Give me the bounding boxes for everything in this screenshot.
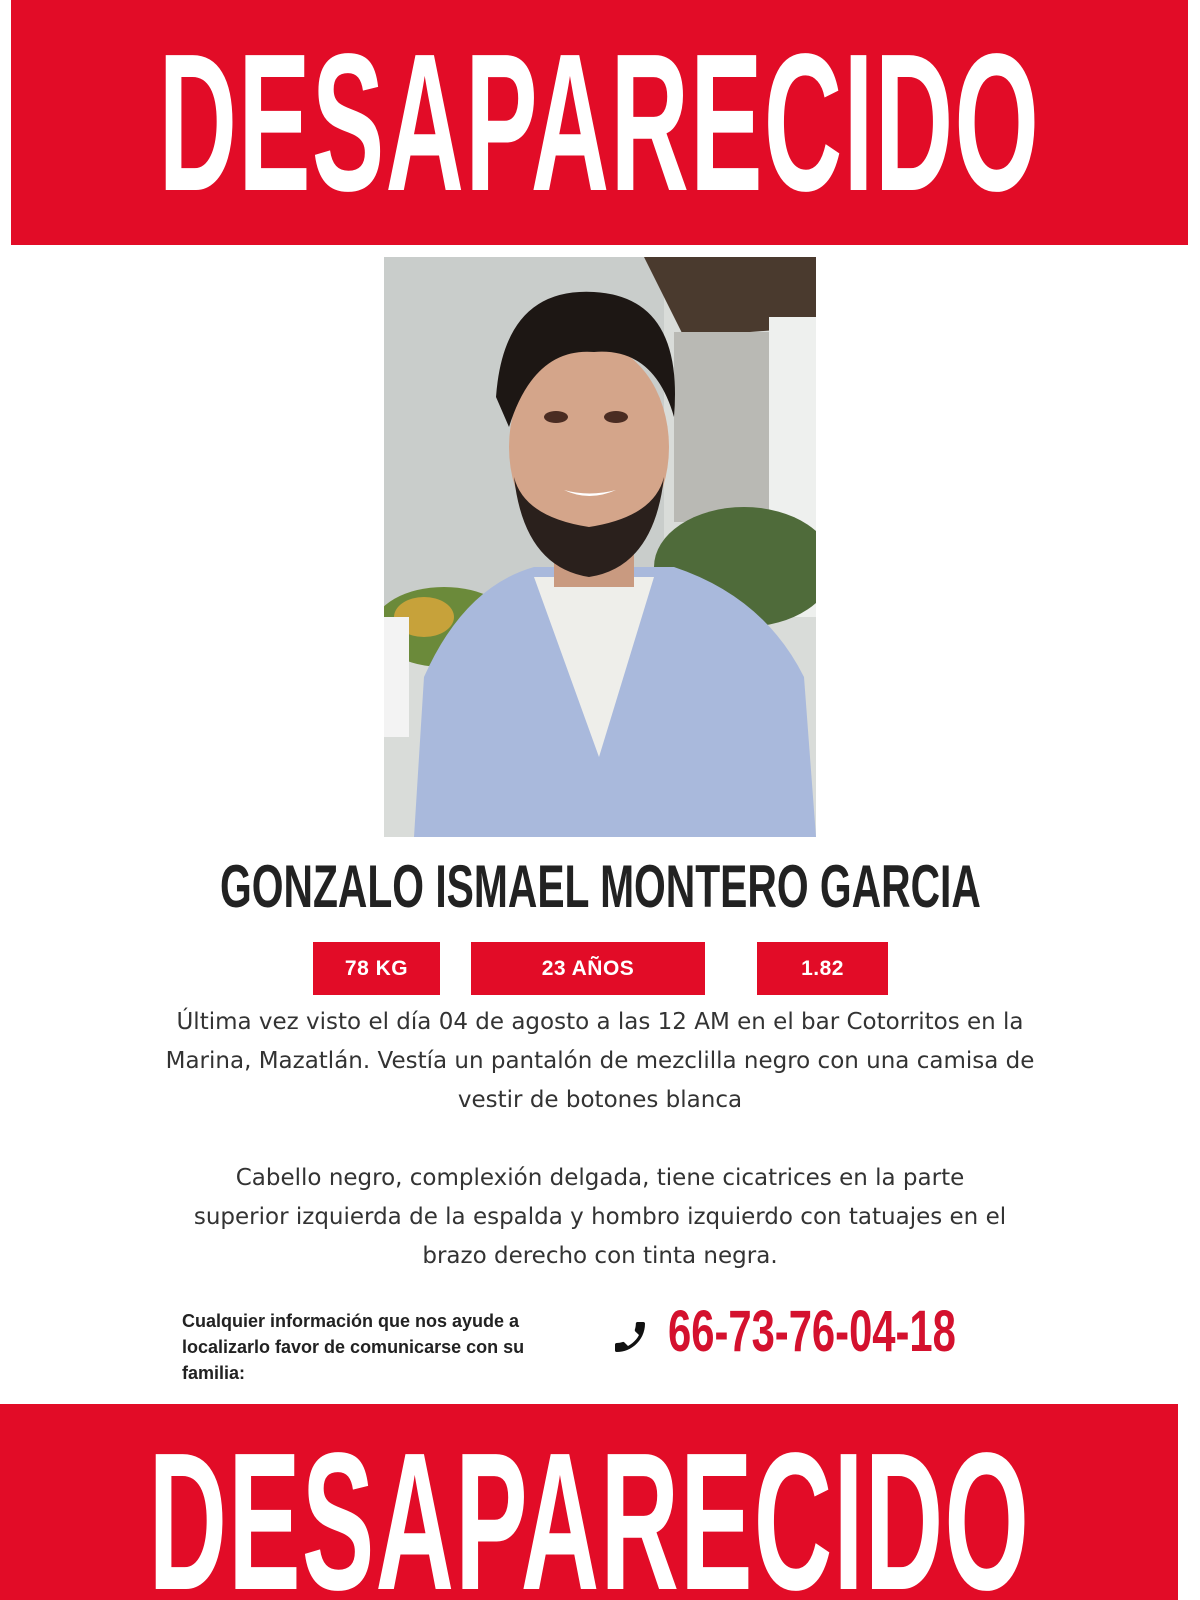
person-name — [0, 852, 1200, 921]
contact-message: Cualquier información que nos ayude a localizarlo favor de comunicarse con su familia: — [182, 1311, 525, 1383]
physical-features-description: Cabello negro, complexión delgada, tiene cicatrices en la parte superior izquierda de la espalda y hombro izquierdo con tatuajes en el brazo derecho con tinta negra. — [193, 1165, 1007, 1269]
last-seen-description: Última vez visto el día 04 de agosto a las 12 AM en el bar Cotorritos en la Marina, Mazatlán. Vestía un pantalón de mezclilla negro con una camisa de vestir de botones blanca — [165, 1009, 1035, 1113]
phone-icon — [610, 1315, 650, 1359]
height-badge: 1.82 — [757, 942, 888, 995]
person-name-text: GONZALO ISMAEL MONTERO GARCIA — [219, 853, 981, 920]
footer-title: DESAPARECIDO — [148, 1412, 1030, 1600]
missing-person-photo — [384, 257, 816, 837]
phone-number[interactable] — [668, 1298, 1068, 1365]
banner-title: DESAPARECIDO — [158, 12, 1041, 232]
top-banner — [11, 0, 1188, 245]
age-badge: 23 AÑOS — [471, 942, 705, 995]
phone-number-text[interactable]: 66-73-76-04-18 — [668, 1299, 956, 1364]
weight-badge: 78 KG — [313, 942, 440, 995]
bottom-banner — [0, 1404, 1178, 1600]
